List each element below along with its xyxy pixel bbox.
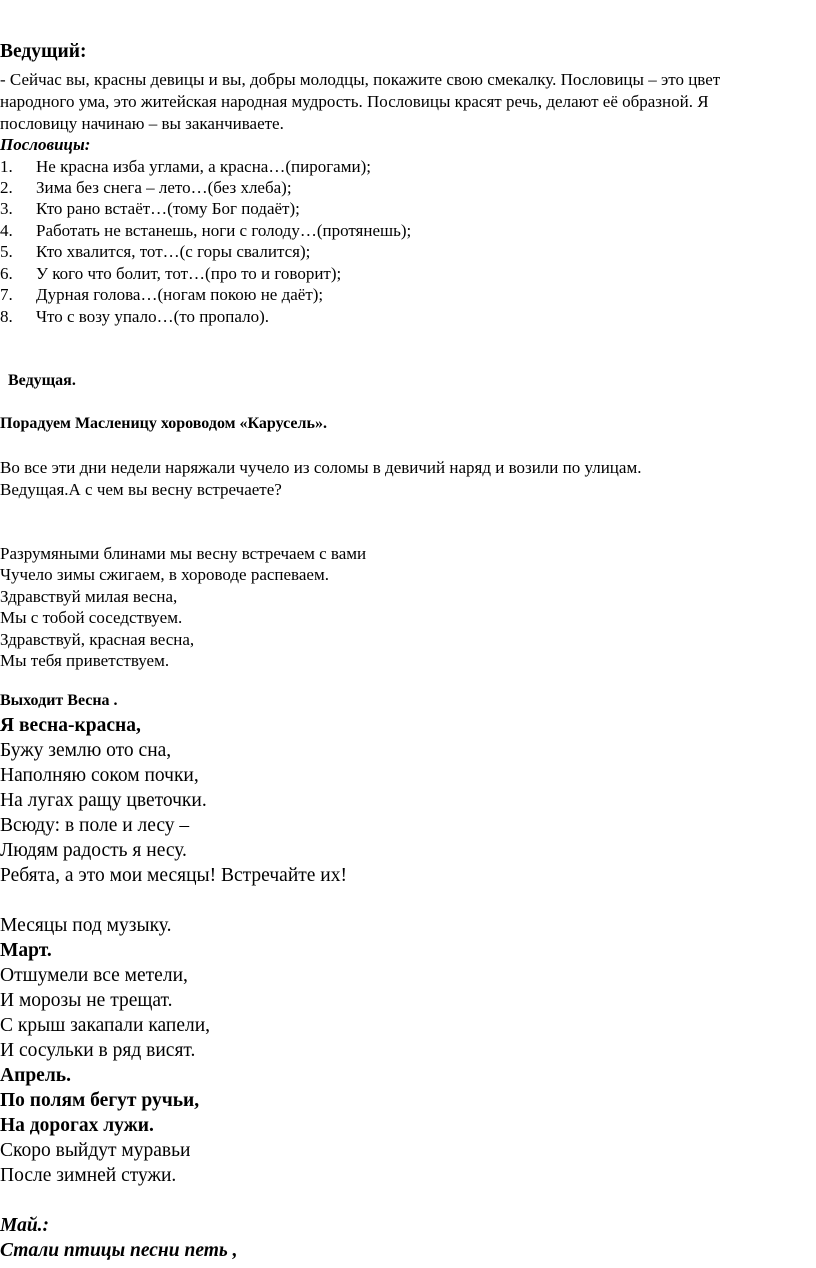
spring-line: Всюду: в поле и лесу – [0,815,190,836]
list-item: 7. Дурная голова…(ногам покою не даёт); [0,285,324,304]
poem-line: Здравствуй, красная весна, [0,630,195,649]
april-line: По полям бегут ручьи, [0,1090,200,1111]
spring-line: Ребята, а это мои месяцы! Встречайте их! [0,865,347,886]
poem-line: Здравствуй милая весна, [0,587,178,606]
intro-line-2: народного ума, это житейская народная мудрость. Пословицы красят речь, делают её образной. Я [0,92,709,111]
may-heading: Май.: [0,1215,50,1236]
stage-direction-spring: Выходит Весна . [0,692,118,709]
dance-announcement: Порадуем Масленицу хороводом «Карусель». [0,415,327,432]
list-item: 3. Кто рано встаёт…(тому Бог подаёт); [0,199,300,218]
proverbs-list [0,157,760,327]
spring-line: Бужу землю ото сна, [0,740,172,761]
april-heading: Апрель. [0,1065,71,1086]
april-line: После зимней стужи. [0,1165,177,1186]
poem-line: Чучело зимы сжигаем, в хороводе распеваем. [0,565,329,584]
march-line: Отшумели все метели, [0,965,188,986]
months-music-line: Месяцы под музыку. [0,915,172,936]
proverbs-heading: Пословицы: [0,135,91,154]
list-item: 4. Работать не встанешь, ноги с голоду…(протянешь); [0,221,412,240]
march-line: И сосульки в ряд висят. [0,1040,196,1061]
list-item: 8. Что с возу упало…(то пропало). [0,307,269,326]
april-line: Скоро выйдут муравьи [0,1140,191,1161]
list-item: 2. Зима без снега – лето…(без хлеба); [0,178,292,197]
march-line: И морозы не трещат. [0,990,173,1011]
intro-line-3: пословицу начинаю – вы заканчиваете. [0,114,284,133]
march-line: С крыш закапали капели, [0,1015,211,1036]
list-item: 6. У кого что болит, тот…(про то и говорит); [0,264,342,283]
poem-line: Разрумяными блинами мы весну встречаем с вами [0,544,367,563]
spring-title-line: Я весна-красна, [0,715,141,736]
march-heading: Март. [0,940,52,961]
may-line: Стали птицы песни петь , [0,1240,238,1261]
april-line: На дорогах лужи. [0,1115,154,1136]
scarecrow-line: Во все эти дни недели наряжали чучело из соломы в девичий наряд и возили по улицам. [0,458,642,477]
intro-line-1: - Сейчас вы, красны девицы и вы, добры молодцы, покажите свою смекалку. Пословицы – это цвет [0,70,721,89]
spring-line: На лугах ращу цветочки. [0,790,207,811]
list-item: 1. Не красна изба углами, а красна…(пирогами); [0,157,371,176]
question-line: Ведущая.А с чем вы весну встречаете? [0,480,282,499]
spring-line: Наполняю соком почки, [0,765,199,786]
heading-leading-host: Ведущий: [0,41,87,62]
poem-line: Мы тебя приветствуем. [0,651,170,670]
heading-leading-hostess: Ведущая. [8,372,76,389]
spring-line: Людям радость я несу. [0,840,187,861]
list-item: 5. Кто хвалится, тот…(с горы свалится); [0,242,311,261]
poem-line: Мы с тобой соседствуем. [0,608,183,627]
